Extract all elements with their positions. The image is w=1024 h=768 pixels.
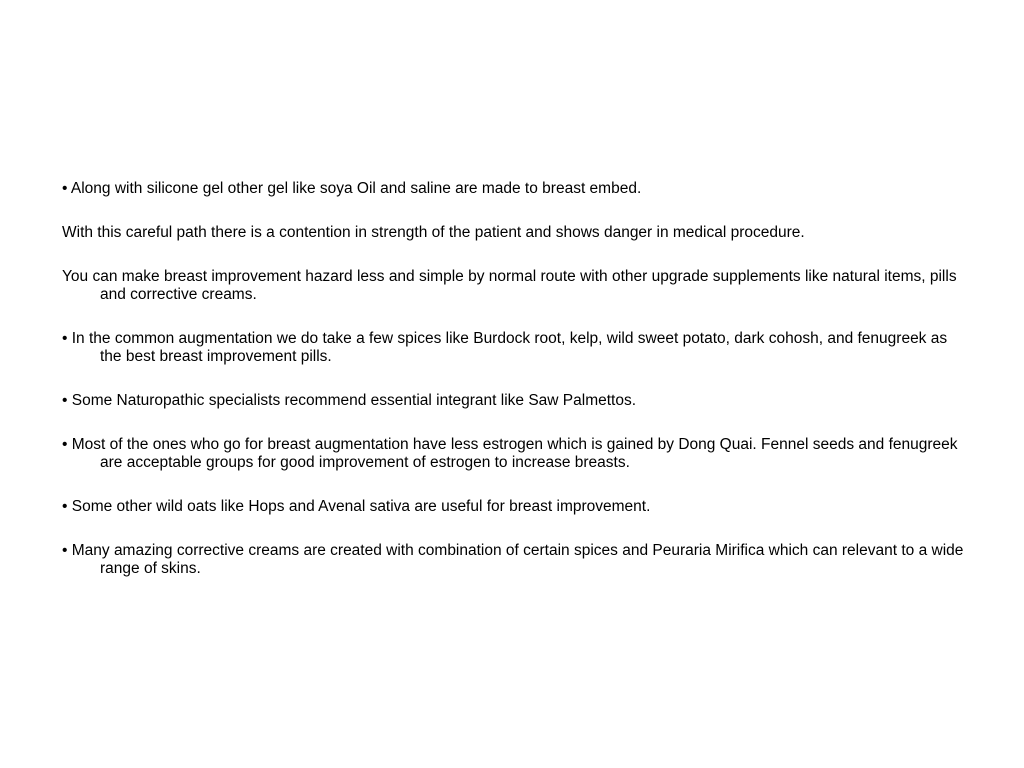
slide-body [62, 180, 972, 604]
paragraph-6: • Most of the ones who go for breast augmentation have less estrogen which is gained by Dong Quai. Fennel seeds and fenugreek are acceptable groups for good improvement of estrogen to increase breasts. [62, 436, 958, 471]
paragraph-2: With this careful path there is a contention in strength of the patient and shows danger in medical procedure. [62, 224, 805, 241]
paragraph-3: You can make breast improvement hazard less and simple by normal route with other upgrade supplements like natural items, pills and corrective creams. [62, 268, 957, 303]
paragraph-7: • Some other wild oats like Hops and Avenal sativa are useful for breast improvement. [62, 498, 651, 515]
paragraph-1: • Along with silicone gel other gel like soya Oil and saline are made to breast embed. [62, 180, 642, 197]
paragraph-4: • In the common augmentation we do take a few spices like Burdock root, kelp, wild sweet potato, dark cohosh, and fenugreek as the best breast improvement pills. [62, 330, 948, 365]
paragraph-8: • Many amazing corrective creams are created with combination of certain spices and Peuraria Mirifica which can relevant to a wide range of skins. [62, 542, 964, 577]
paragraph-5: • Some Naturopathic specialists recommend essential integrant like Saw Palmettos. [62, 392, 637, 409]
